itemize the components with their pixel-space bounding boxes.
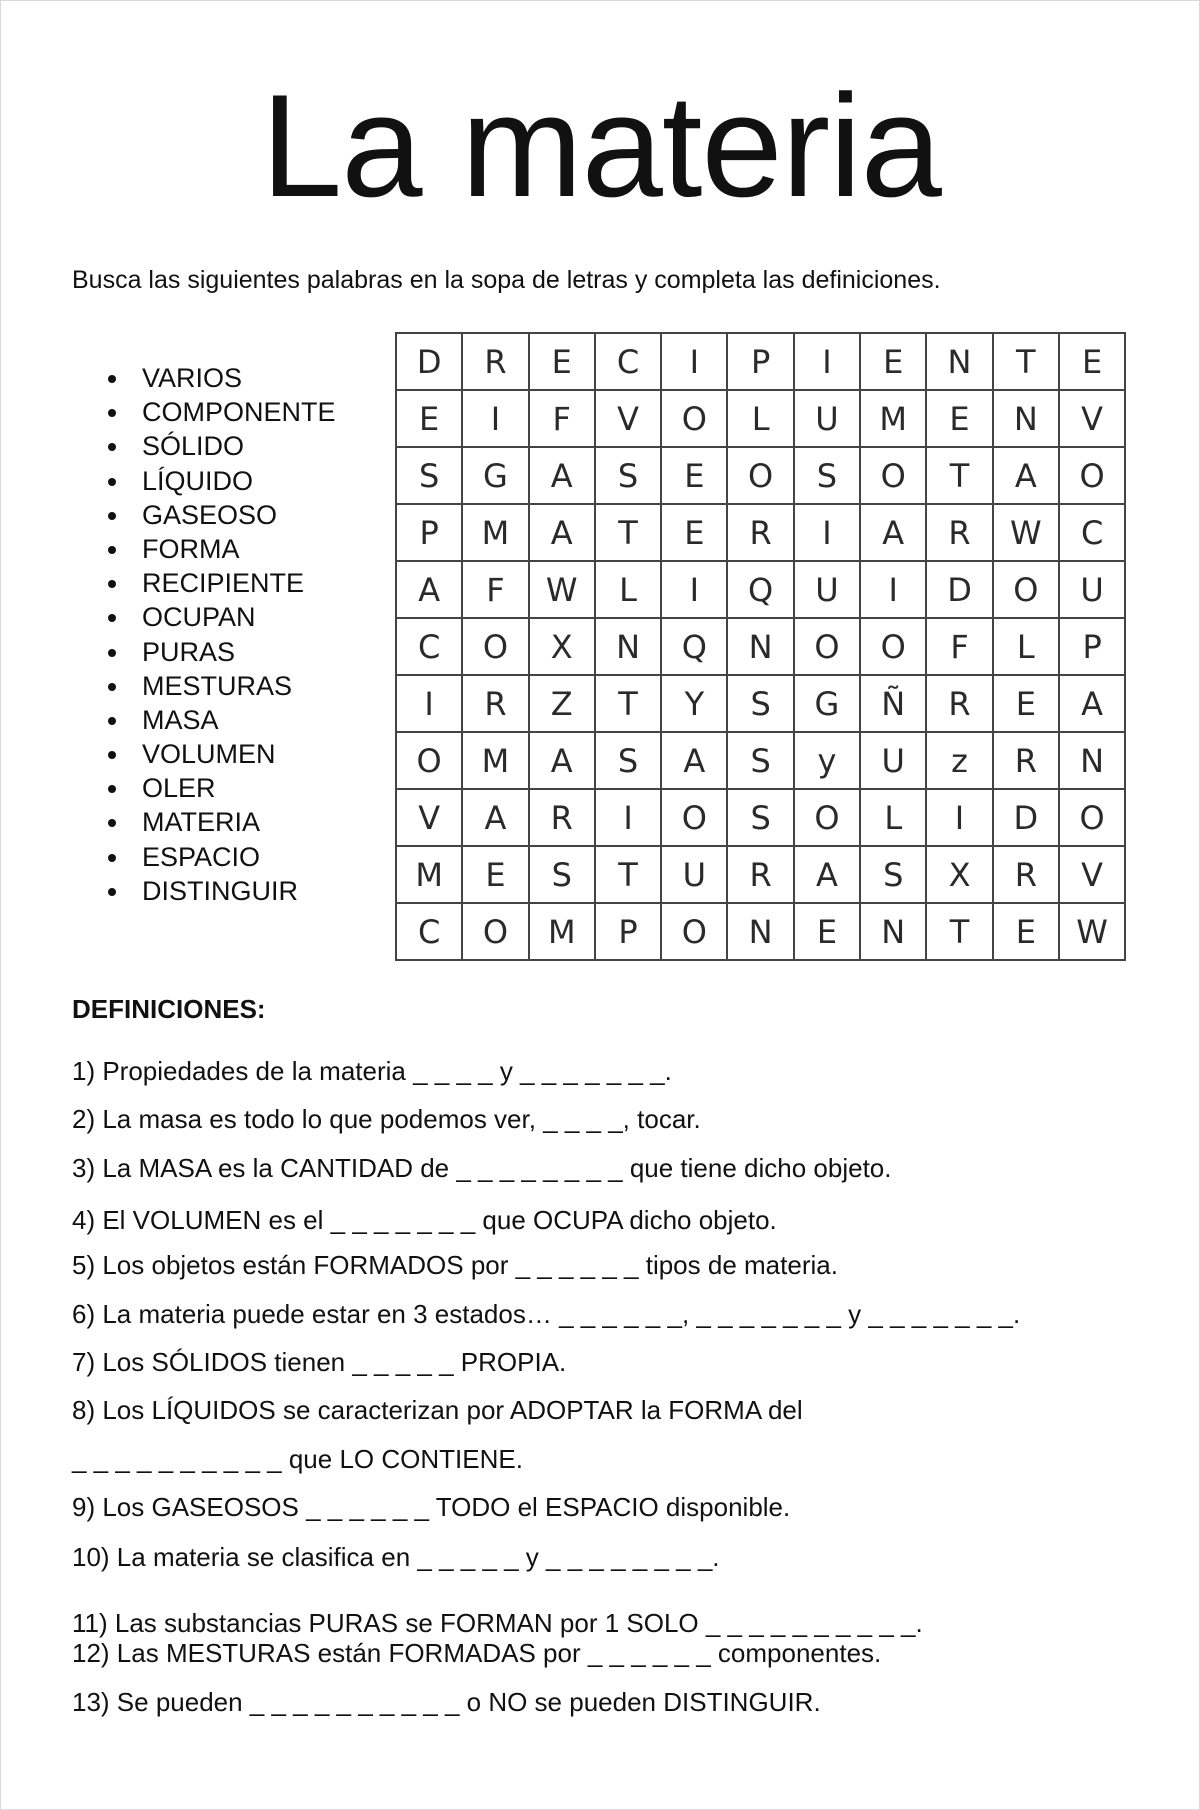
word-list-item: COMPONENTE <box>105 395 336 429</box>
word-list-item: MASA <box>105 703 336 737</box>
grid-cell: N <box>994 391 1060 448</box>
word-list-item: RECIPIENTE <box>105 566 336 600</box>
grid-cell: T <box>596 847 662 904</box>
grid-cell: E <box>662 505 728 562</box>
grid-cell: A <box>397 562 463 619</box>
definition-line: 9) Los GASEOSOS _ _ _ _ _ _ TODO el ESPACIO disponible. <box>72 1492 791 1522</box>
grid-cell: O <box>795 790 861 847</box>
grid-cell: I <box>662 562 728 619</box>
word-list <box>105 361 336 908</box>
grid-cell: E <box>994 676 1060 733</box>
grid-cell: Ñ <box>861 676 927 733</box>
word-list-item: GASEOSO <box>105 498 336 532</box>
grid-cell: S <box>795 448 861 505</box>
grid-cell: F <box>530 391 596 448</box>
grid-cell: R <box>728 847 794 904</box>
grid-cell: A <box>530 448 596 505</box>
grid-cell: N <box>861 904 927 961</box>
grid-cell: U <box>795 391 861 448</box>
grid-cell: W <box>530 562 596 619</box>
definition-line: 7) Los SÓLIDOS tienen _ _ _ _ _ PROPIA. <box>72 1347 567 1377</box>
grid-cell: P <box>728 334 794 391</box>
grid-cell: C <box>1060 505 1126 562</box>
grid-cell: N <box>927 334 993 391</box>
definition-line: 4) El VOLUMEN es el _ _ _ _ _ _ _ que OCUPA dicho objeto. <box>72 1205 777 1235</box>
grid-cell: O <box>728 448 794 505</box>
grid-cell: R <box>927 505 993 562</box>
definition-line: 5) Los objetos están FORMADOS por _ _ _ _ _ _ tipos de materia. <box>72 1250 838 1280</box>
grid-cell: U <box>662 847 728 904</box>
grid-cell: C <box>397 619 463 676</box>
grid-cell: M <box>463 505 529 562</box>
grid-cell: E <box>861 334 927 391</box>
grid-cell: A <box>1060 676 1126 733</box>
grid-cell: C <box>596 334 662 391</box>
grid-cell: R <box>463 676 529 733</box>
grid-cell: E <box>1060 334 1126 391</box>
grid-cell: L <box>861 790 927 847</box>
grid-cell: E <box>994 904 1060 961</box>
grid-cell: L <box>596 562 662 619</box>
instruction-text: Busca las siguientes palabras en la sopa de letras y completa las definiciones. <box>72 266 941 294</box>
definition-line: 1) Propiedades de la materia _ _ _ _ y _ _ _ _ _ _ _. <box>72 1056 672 1086</box>
grid-cell: C <box>397 904 463 961</box>
definition-line: 3) La MASA es la CANTIDAD de _ _ _ _ _ _ _ _ que tiene dicho objeto. <box>72 1153 892 1183</box>
word-list-item: OLER <box>105 771 336 805</box>
grid-cell: I <box>596 790 662 847</box>
grid-cell: S <box>728 790 794 847</box>
grid-cell: E <box>795 904 861 961</box>
grid-cell: T <box>596 505 662 562</box>
grid-cell: P <box>596 904 662 961</box>
grid-cell: A <box>530 733 596 790</box>
grid-cell: N <box>596 619 662 676</box>
grid-cell: O <box>463 904 529 961</box>
grid-cell: M <box>861 391 927 448</box>
grid-cell: N <box>728 619 794 676</box>
grid-cell: R <box>530 790 596 847</box>
grid-cell: E <box>397 391 463 448</box>
grid-cell: S <box>530 847 596 904</box>
grid-cell: P <box>1060 619 1126 676</box>
grid-cell: V <box>1060 847 1126 904</box>
grid-cell: U <box>1060 562 1126 619</box>
grid-cell: O <box>662 391 728 448</box>
word-list-item: LÍQUIDO <box>105 464 336 498</box>
definition-line: 12) Las MESTURAS están FORMADAS por _ _ _ _ _ _ componentes. <box>72 1638 882 1668</box>
grid-cell: O <box>861 448 927 505</box>
grid-cell: D <box>927 562 993 619</box>
definition-line: 13) Se pueden _ _ _ _ _ _ _ _ _ _ o NO se pueden DISTINGUIR. <box>72 1687 821 1717</box>
grid-cell: M <box>397 847 463 904</box>
grid-cell: O <box>1060 448 1126 505</box>
grid-cell: F <box>927 619 993 676</box>
grid-cell: W <box>1060 904 1126 961</box>
grid-cell: z <box>927 733 993 790</box>
grid-cell: I <box>463 391 529 448</box>
grid-cell: O <box>662 904 728 961</box>
grid-cell: O <box>795 619 861 676</box>
grid-cell: W <box>994 505 1060 562</box>
grid-cell: S <box>596 733 662 790</box>
grid-cell: O <box>994 562 1060 619</box>
grid-cell: L <box>994 619 1060 676</box>
word-list-item: VARIOS <box>105 361 336 395</box>
grid-cell: X <box>927 847 993 904</box>
grid-cell: E <box>530 334 596 391</box>
grid-cell: T <box>994 334 1060 391</box>
definition-line: 6) La materia puede estar en 3 estados… _ _ _ _ _ _, _ _ _ _ _ _ _ y _ _ _ _ _ _ _. <box>72 1299 1021 1329</box>
grid-cell: M <box>463 733 529 790</box>
grid-cell: S <box>728 676 794 733</box>
grid-cell: R <box>927 676 993 733</box>
grid-cell: R <box>994 733 1060 790</box>
grid-cell: F <box>463 562 529 619</box>
word-list-item: MESTURAS <box>105 669 336 703</box>
definition-line: 10) La materia se clasifica en _ _ _ _ _ y _ _ _ _ _ _ _ _. <box>72 1542 720 1572</box>
word-list-item: OCUPAN <box>105 600 336 634</box>
grid-cell: T <box>927 448 993 505</box>
word-search-grid <box>395 332 1126 961</box>
grid-cell: R <box>463 334 529 391</box>
grid-cell: G <box>795 676 861 733</box>
grid-cell: S <box>397 448 463 505</box>
definition-line: 11) Las substancias PURAS se FORMAN por 1 SOLO _ _ _ _ _ _ _ _ _ _. <box>72 1608 923 1638</box>
grid-cell: P <box>397 505 463 562</box>
grid-cell: A <box>530 505 596 562</box>
grid-cell: D <box>994 790 1060 847</box>
grid-cell: A <box>861 505 927 562</box>
word-list-item: MATERIA <box>105 805 336 839</box>
grid-cell: Y <box>662 676 728 733</box>
grid-cell: N <box>728 904 794 961</box>
word-list-item: ESPACIO <box>105 840 336 874</box>
grid-cell: N <box>1060 733 1126 790</box>
grid-cell: V <box>397 790 463 847</box>
grid-cell: T <box>596 676 662 733</box>
grid-cell: O <box>662 790 728 847</box>
grid-cell: U <box>795 562 861 619</box>
definition-line: _ _ _ _ _ _ _ _ _ _ que LO CONTIENE. <box>72 1444 523 1474</box>
grid-cell: E <box>463 847 529 904</box>
grid-cell: I <box>795 334 861 391</box>
grid-cell: O <box>1060 790 1126 847</box>
grid-cell: A <box>994 448 1060 505</box>
grid-cell: X <box>530 619 596 676</box>
grid-cell: A <box>662 733 728 790</box>
grid-cell: Z <box>530 676 596 733</box>
grid-cell: D <box>397 334 463 391</box>
grid-cell: S <box>861 847 927 904</box>
definition-line: 8) Los LÍQUIDOS se caracterizan por ADOPTAR la FORMA del <box>72 1395 803 1425</box>
grid-cell: A <box>795 847 861 904</box>
grid-cell: O <box>397 733 463 790</box>
word-list-item: SÓLIDO <box>105 429 336 463</box>
definitions-heading: DEFINICIONES: <box>72 994 266 1024</box>
word-list-item: VOLUMEN <box>105 737 336 771</box>
grid-cell: L <box>728 391 794 448</box>
grid-cell: O <box>861 619 927 676</box>
grid-cell: V <box>1060 391 1126 448</box>
grid-cell: I <box>927 790 993 847</box>
grid-cell: I <box>795 505 861 562</box>
grid-cell: R <box>728 505 794 562</box>
grid-cell: T <box>927 904 993 961</box>
grid-cell: A <box>463 790 529 847</box>
grid-cell: I <box>397 676 463 733</box>
definition-line: 2) La masa es todo lo que podemos ver, _ _ _ _, tocar. <box>72 1104 701 1134</box>
grid-cell: E <box>927 391 993 448</box>
grid-cell: Q <box>728 562 794 619</box>
grid-cell: M <box>530 904 596 961</box>
grid-cell: R <box>994 847 1060 904</box>
grid-cell: S <box>728 733 794 790</box>
grid-cell: Q <box>662 619 728 676</box>
word-list-item: FORMA <box>105 532 336 566</box>
grid-cell: E <box>662 448 728 505</box>
word-list-item: DISTINGUIR <box>105 874 336 908</box>
grid-cell: G <box>463 448 529 505</box>
word-list-item: PURAS <box>105 635 336 669</box>
grid-cell: O <box>463 619 529 676</box>
grid-cell: V <box>596 391 662 448</box>
grid-cell: U <box>861 733 927 790</box>
grid-cell: I <box>662 334 728 391</box>
grid-cell: S <box>596 448 662 505</box>
page-title: La materia <box>261 64 941 227</box>
grid-cell: I <box>861 562 927 619</box>
grid-cell: y <box>795 733 861 790</box>
